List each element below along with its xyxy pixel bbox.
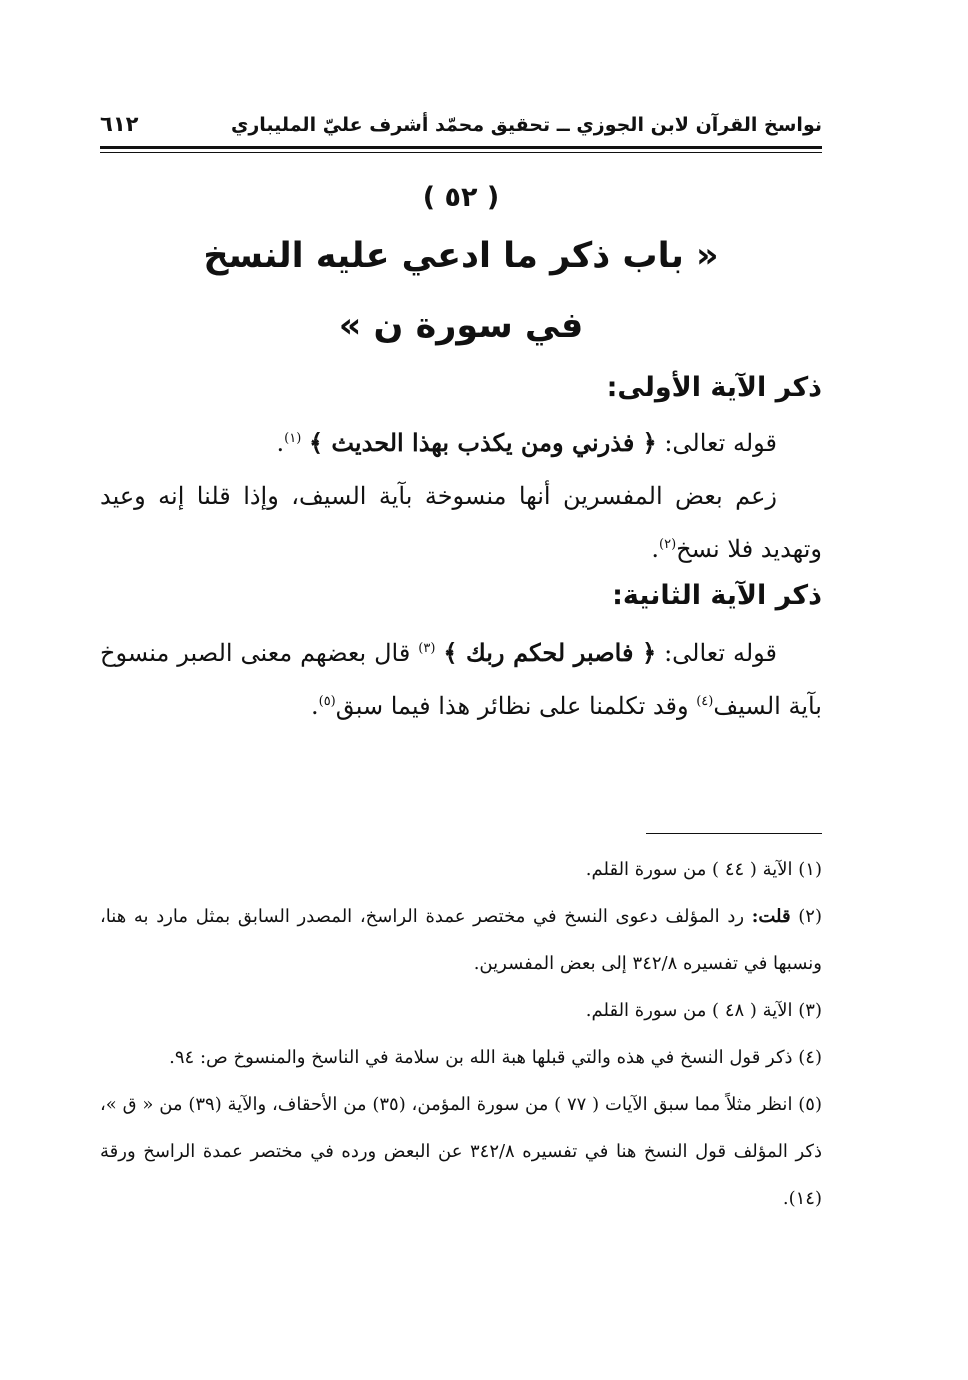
- footnote-1: (١) الآية ( ٤٤ ) من سورة القلم.: [585, 859, 822, 880]
- footnote-ref-3: (٣): [418, 641, 436, 656]
- footnote-4: (٤) ذكر قول النسخ في هذه والتي قبلها هبة الله بن سلامة في الناسخ والمنسوخ ص: ٩٤.: [169, 1047, 822, 1068]
- verse2-heading: ذكر الآية الثانية:: [612, 580, 822, 611]
- page-number: ٦١٢: [100, 112, 139, 136]
- footnote-3: (٣) الآية ( ٤٨ ) من سورة القلم.: [585, 1000, 822, 1021]
- footnotes: [100, 846, 822, 1222]
- verse1-quote: قوله تعالى: ﴿ فذرني ومن يكذب بهذا الحديث ﴾ $^{(١)}$.: [276, 428, 777, 457]
- footnote-ref-4: (٤): [696, 694, 714, 709]
- chapter-title-line1: « باب ذكر ما ادعي عليه النسخ: [203, 236, 719, 276]
- running-header: [100, 112, 822, 136]
- footnote-ref-1: (١): [284, 431, 302, 446]
- quran-verse-1: ﴿ فذرني ومن يكذب بهذا الحديث ﴾: [308, 428, 657, 457]
- verse2-commentary: قوله تعالى: ﴿ فاصبر لحكم ربك ﴾ $^{(٣)}$ قال بعضهم معنى الصبر منسوخ بآية السيف$^{(٤)}$ وقد تكلمنا على نظائر هذا فيما سبق$^{(٥)}$.: [100, 638, 822, 720]
- header-rule-thin: [100, 152, 822, 153]
- footnote-ref-2: (٢): [659, 537, 677, 552]
- footnote-ref-5: (٥): [318, 694, 336, 709]
- verse1-commentary: زعم بعض المفسرين أنها منسوخة بآية السيف، وإذا قلنا إنه وعيد وتهديد فلا نسخ$^{(٢)}$.: [100, 482, 822, 563]
- footnote-2: (٢) قلت: رد المؤلف دعوى النسخ في مختصر عمدة الراسخ، المصدر السابق بمثل مارد به هنا، ونسبها في تفسيره ٣٤٢/٨ إلى بعض المفسرين.: [100, 906, 822, 974]
- footnote-5: (٥) انظر مثلاً مما سبق الآيات ( ٧٧ ) من سورة المؤمن، (٣٥) من الأحقاف، والآية (٣٩) من « ق »، ذكر المؤلف قول النسخ هنا في تفسيره ٣٤٢/٨ عن البعض ورده في مختصر عمدة الراسخ ورقة (١٤).: [100, 1094, 822, 1209]
- verse2-block: [100, 626, 822, 733]
- quran-verse-2: ﴿ فاصبر لحكم ربك ﴾: [443, 638, 657, 667]
- book-title: نواسخ القرآن لابن الجوزي ــ تحقيق محمّد أشرف عليّ المليباري: [230, 114, 822, 136]
- chapter-title-line2: في سورة ن »: [338, 306, 584, 346]
- chapter-number: ( ٥٢ ): [422, 182, 500, 213]
- footnote-separator: [646, 833, 822, 834]
- verse1-heading: ذكر الآية الأولى:: [606, 372, 822, 403]
- header-rule-thick: [100, 146, 822, 149]
- verse1-block: [100, 416, 822, 576]
